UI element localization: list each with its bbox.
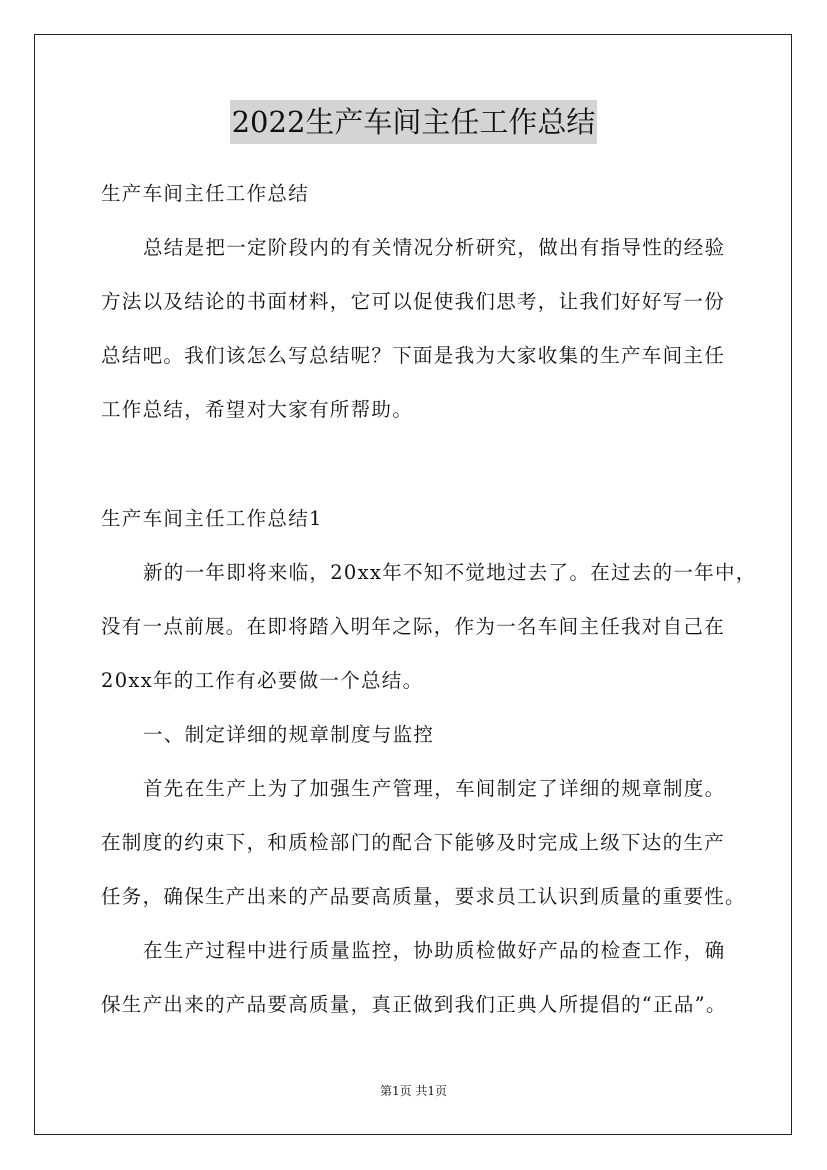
subsection-heading: 一、制定详细的规章制度与监控 <box>143 723 435 746</box>
paragraph-line: 总结是把一定阶段内的有关情况分析研究，做出有指导性的经验 <box>143 236 726 259</box>
page-number: 第1页 共1页 <box>379 1084 448 1098</box>
paragraph-line: 在生产过程中进行质量监控，协助质检做好产品的检查工作，确 <box>143 939 726 962</box>
paragraph-line: 工作总结，希望对大家有所帮助。 <box>101 398 414 421</box>
paragraph-line: 保生产出来的产品要高质量，真正做到我们正典人所提倡的“正品”。 <box>101 993 727 1016</box>
paragraph-line: 没有一点前展。在即将踏入明年之际，作为一名车间主任我对自己在 <box>101 615 726 638</box>
paragraph-line: 20xx年的工作有必要做一个总结。 <box>101 669 424 692</box>
section-heading: 生产车间主任工作总结 <box>101 182 310 205</box>
paragraph-line: 总结吧。我们该怎么写总结呢？下面是我为大家收集的生产车间主任 <box>101 344 726 367</box>
section-heading: 生产车间主任工作总结1 <box>101 507 323 530</box>
document-title: 2022生产车间主任工作总结 <box>230 100 598 144</box>
paragraph-line: 方法以及结论的书面材料，它可以促使我们思考，让我们好好写一份 <box>101 290 726 313</box>
paragraph-line: 新的一年即将来临，20xx年不知不觉地过去了。在过去的一年中， <box>143 561 757 584</box>
paragraph-line: 首先在生产上为了加强生产管理，车间制定了详细的规章制度。 <box>143 777 726 800</box>
paragraph-line: 任务，确保生产出来的产品要高质量，要求员工认识到质量的重要性。 <box>101 885 746 908</box>
paragraph-line: 在制度的约束下，和质检部门的配合下能够及时完成上级下达的生产 <box>101 831 726 854</box>
title-container <box>0 100 827 144</box>
